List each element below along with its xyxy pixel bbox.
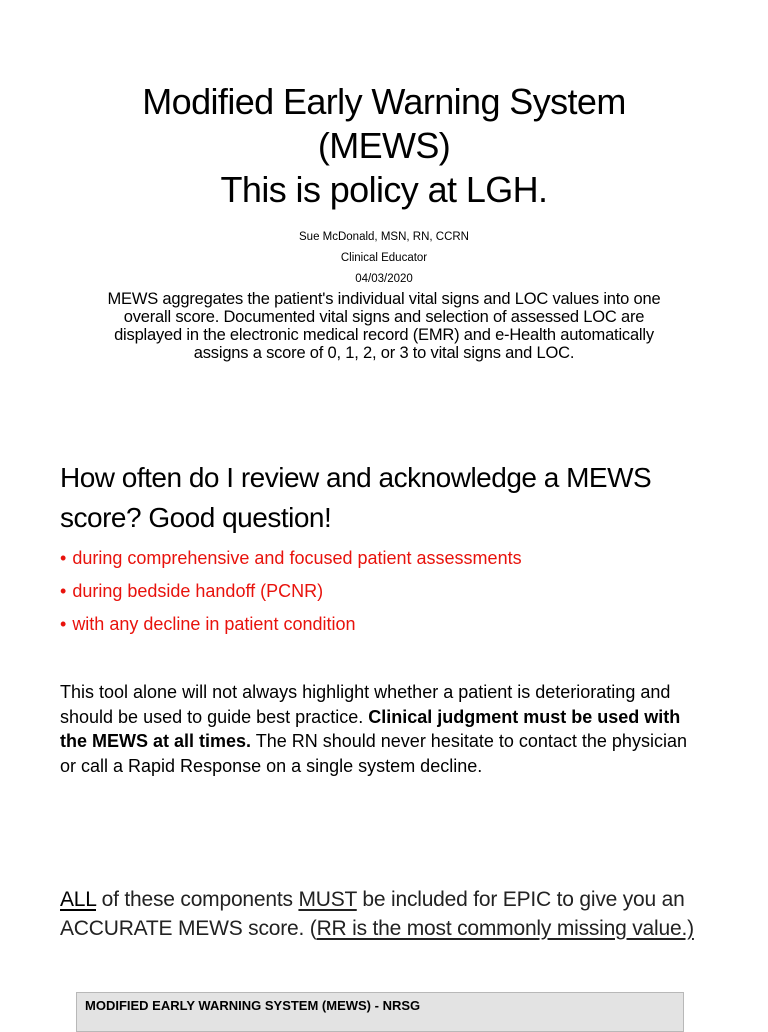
- mews-table-header: [76, 992, 684, 1032]
- question-text: How often do I review and acknowledge a MEWS score? Good question: [60, 462, 652, 533]
- intro-paragraph: MEWS aggregates the patient's individual vital signs and LOC values into one overall score. Documented vital signs and selection of assessed LOC are displayed in the electronic medical record (EMR) and e-Health automatically assigns a score of 0, 1, 2, or 3 to vital signs and LOC.: [107, 290, 661, 362]
- bullet-text: during comprehensive and focused patient assessments: [72, 548, 522, 568]
- document-date: 04/03/2020: [355, 273, 413, 285]
- bullet-icon: •: [60, 548, 67, 568]
- title-line-1: Modified Early Warning System: [142, 81, 626, 122]
- bullet-text: with any decline in patient condition: [72, 614, 356, 634]
- author-name: Sue McDonald, MSN, RN, CCRN: [299, 231, 469, 243]
- question-end-mark: !: [323, 502, 332, 533]
- author-role: Clinical Educator: [340, 252, 428, 264]
- clinical-judgment-note: [60, 680, 700, 778]
- list-item: [60, 613, 720, 646]
- all-word: ALL: [60, 888, 96, 911]
- components-text-2: be included for EPIC to give you an ACCURATE MEWS score. (: [60, 888, 685, 940]
- title-line-3: This is policy at LGH.: [220, 169, 548, 210]
- table-header-label: MODIFIED EARLY WARNING SYSTEM (MEWS) - NRSG: [85, 998, 421, 1013]
- components-text-1: of these components: [96, 888, 299, 911]
- byline: [0, 227, 768, 290]
- question-heading: [60, 458, 720, 538]
- must-word: MUST: [298, 888, 357, 911]
- rr-missing-note: RR is the most commonly missing value.): [316, 916, 694, 940]
- components-statement: [60, 886, 700, 943]
- note-text-2: The RN should never hesitate to contact the physician or call a Rapid Response on a single system decline.: [60, 731, 687, 776]
- title-line-2: (MEWS): [317, 125, 451, 166]
- bullet-icon: •: [60, 614, 67, 634]
- list-item: [60, 547, 720, 580]
- note-text-1: This tool alone will not always highlight whether a patient is deteriorating and should be used to guide best practice.: [60, 682, 671, 727]
- slide-title: [0, 80, 768, 212]
- bullet-icon: •: [60, 581, 67, 601]
- bullet-text: during bedside handoff (PCNR): [72, 581, 324, 601]
- list-item: [60, 580, 720, 613]
- review-bullet-list: [60, 547, 720, 646]
- note-bold-text: Clinical judgment must be used with the MEWS at all times.: [60, 706, 681, 751]
